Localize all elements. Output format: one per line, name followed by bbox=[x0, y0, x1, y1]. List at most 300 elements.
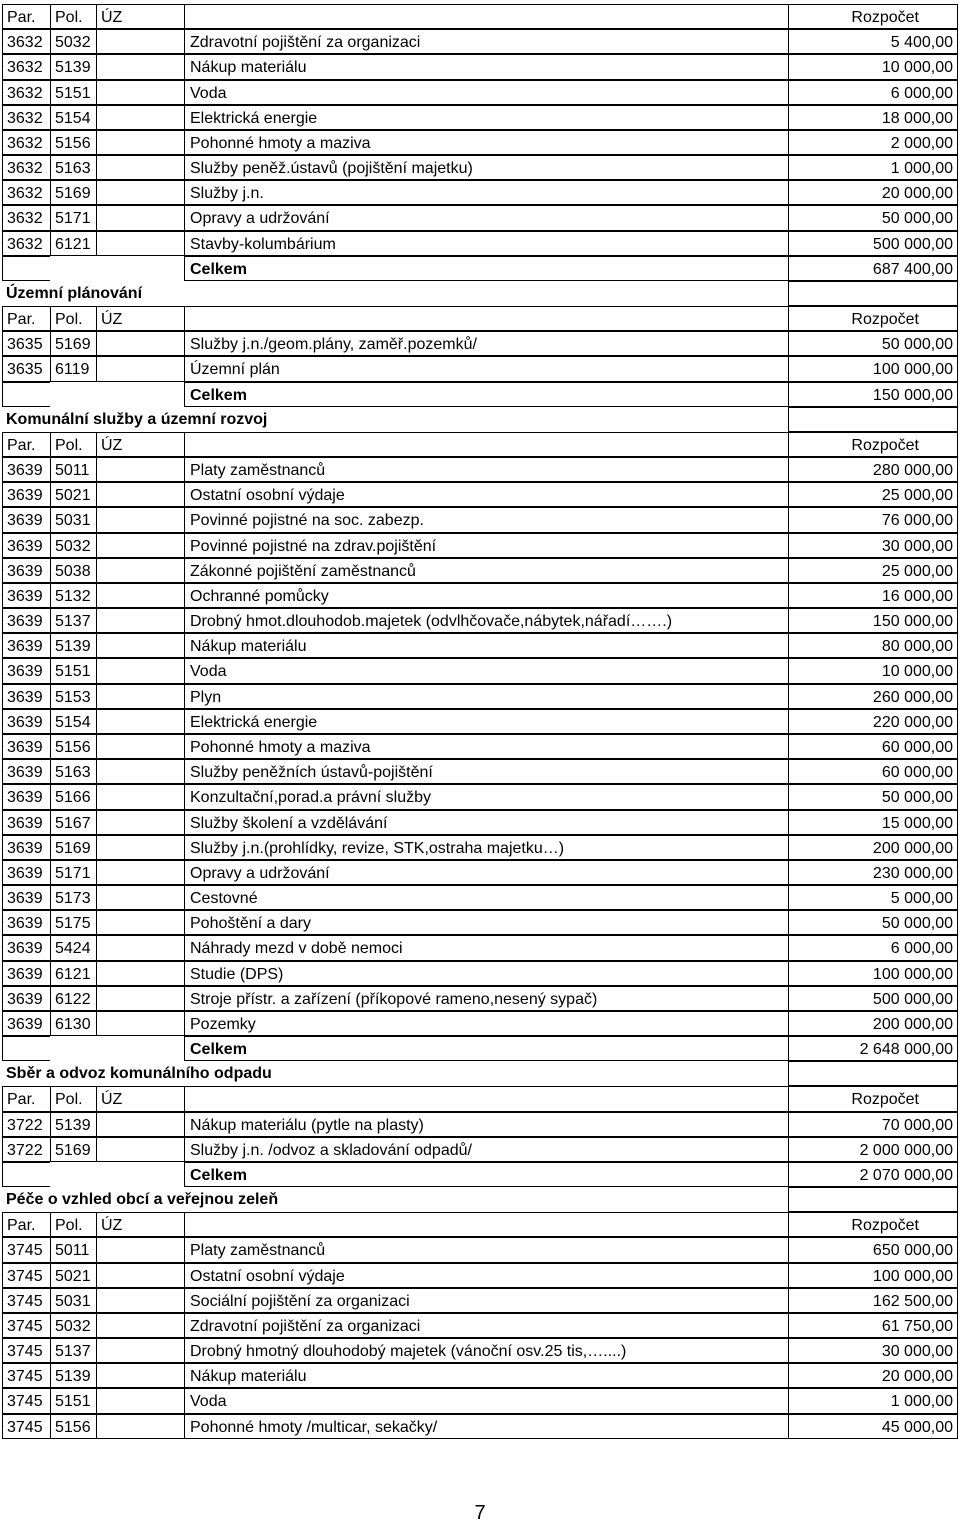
table-row bbox=[2, 885, 958, 910]
total-spacer bbox=[2, 382, 50, 407]
item-amount: 80 000,00 bbox=[788, 633, 958, 658]
paragraph-code: 3639 bbox=[2, 583, 50, 608]
table-row bbox=[2, 608, 958, 633]
item-code: 5139 bbox=[50, 633, 96, 658]
uz-code bbox=[96, 1263, 184, 1288]
item-code: 5137 bbox=[50, 1338, 96, 1363]
total-label: Celkem bbox=[184, 1036, 788, 1061]
paragraph-code: 3632 bbox=[2, 54, 50, 79]
header-uz: ÚZ bbox=[96, 4, 184, 29]
item-amount: 1 000,00 bbox=[788, 155, 958, 180]
table-row bbox=[2, 558, 958, 583]
uz-code bbox=[96, 608, 184, 633]
item-code: 5031 bbox=[50, 1288, 96, 1313]
table-row bbox=[2, 205, 958, 230]
item-description: Nákup materiálu bbox=[184, 1363, 788, 1388]
total-spacer bbox=[50, 382, 96, 407]
paragraph-code: 3639 bbox=[2, 935, 50, 960]
total-row bbox=[2, 1036, 958, 1061]
item-description: Platy zaměstnanců bbox=[184, 1237, 788, 1262]
paragraph-code: 3745 bbox=[2, 1338, 50, 1363]
uz-code bbox=[96, 1011, 184, 1036]
item-amount: 50 000,00 bbox=[788, 784, 958, 809]
table-row bbox=[2, 935, 958, 960]
item-description: Nákup materiálu (pytle na plasty) bbox=[184, 1112, 788, 1137]
item-code: 5163 bbox=[50, 155, 96, 180]
uz-code bbox=[96, 507, 184, 532]
item-description: Pohoštění a dary bbox=[184, 910, 788, 935]
item-amount: 100 000,00 bbox=[788, 356, 958, 381]
paragraph-code: 3745 bbox=[2, 1414, 50, 1439]
header-text bbox=[184, 4, 788, 29]
item-code: 6119 bbox=[50, 356, 96, 381]
item-description: Elektrická energie bbox=[184, 709, 788, 734]
item-amount: 5 400,00 bbox=[788, 29, 958, 54]
header-budget: Rozpočet bbox=[788, 432, 958, 457]
paragraph-code: 3639 bbox=[2, 910, 50, 935]
item-amount: 650 000,00 bbox=[788, 1237, 958, 1262]
table-row bbox=[2, 860, 958, 885]
item-description: Ostatní osobní výdaje bbox=[184, 1263, 788, 1288]
item-description: Cestovné bbox=[184, 885, 788, 910]
item-code: 5175 bbox=[50, 910, 96, 935]
item-code: 5151 bbox=[50, 80, 96, 105]
table-row bbox=[2, 684, 958, 709]
table-row bbox=[2, 759, 958, 784]
table-row bbox=[2, 533, 958, 558]
paragraph-code: 3639 bbox=[2, 734, 50, 759]
total-label: Celkem bbox=[184, 382, 788, 407]
item-description: Elektrická energie bbox=[184, 105, 788, 130]
header-par: Par. bbox=[2, 1086, 50, 1111]
paragraph-code: 3745 bbox=[2, 1237, 50, 1262]
item-amount: 25 000,00 bbox=[788, 482, 958, 507]
paragraph-code: 3639 bbox=[2, 457, 50, 482]
total-row bbox=[2, 256, 958, 281]
total-spacer bbox=[50, 256, 96, 281]
item-description: Nákup materiálu bbox=[184, 54, 788, 79]
item-description: Služby školení a vzdělávání bbox=[184, 810, 788, 835]
item-code: 6121 bbox=[50, 961, 96, 986]
table-row bbox=[2, 810, 958, 835]
table-row bbox=[2, 734, 958, 759]
paragraph-code: 3745 bbox=[2, 1313, 50, 1338]
item-description: Opravy a udržování bbox=[184, 860, 788, 885]
item-description: Plyn bbox=[184, 684, 788, 709]
header-budget: Rozpočet bbox=[788, 306, 958, 331]
section-title-row bbox=[2, 407, 958, 432]
item-description: Konzultační,porad.a právní služby bbox=[184, 784, 788, 809]
paragraph-code: 3635 bbox=[2, 331, 50, 356]
item-description: Služby j.n. /odvoz a skladování odpadů/ bbox=[184, 1137, 788, 1162]
total-row bbox=[2, 382, 958, 407]
table-row bbox=[2, 105, 958, 130]
section-title-row bbox=[2, 281, 958, 306]
uz-code bbox=[96, 986, 184, 1011]
paragraph-code: 3639 bbox=[2, 558, 50, 583]
table-row bbox=[2, 1237, 958, 1262]
uz-code bbox=[96, 130, 184, 155]
paragraph-code: 3722 bbox=[2, 1137, 50, 1162]
uz-code bbox=[96, 734, 184, 759]
table-row bbox=[2, 1288, 958, 1313]
section-title-spacer bbox=[788, 1061, 958, 1086]
item-code: 5169 bbox=[50, 180, 96, 205]
item-description: Ostatní osobní výdaje bbox=[184, 482, 788, 507]
total-spacer bbox=[96, 382, 184, 407]
uz-code bbox=[96, 1313, 184, 1338]
uz-code bbox=[96, 1288, 184, 1313]
uz-code bbox=[96, 658, 184, 683]
section-title-spacer bbox=[788, 281, 958, 306]
paragraph-code: 3745 bbox=[2, 1388, 50, 1413]
header-uz: ÚZ bbox=[96, 1086, 184, 1111]
table-row bbox=[2, 457, 958, 482]
total-spacer bbox=[2, 1036, 50, 1061]
item-amount: 45 000,00 bbox=[788, 1414, 958, 1439]
paragraph-code: 3639 bbox=[2, 759, 50, 784]
uz-code bbox=[96, 709, 184, 734]
item-description: Služby peněžních ústavů-pojištění bbox=[184, 759, 788, 784]
table-row bbox=[2, 1338, 958, 1363]
item-description: Voda bbox=[184, 658, 788, 683]
header-budget: Rozpočet bbox=[788, 1212, 958, 1237]
uz-code bbox=[96, 80, 184, 105]
item-code: 5032 bbox=[50, 29, 96, 54]
item-description: Pozemky bbox=[184, 1011, 788, 1036]
total-amount: 2 070 000,00 bbox=[788, 1162, 958, 1187]
paragraph-code: 3632 bbox=[2, 29, 50, 54]
item-description: Ochranné pomůcky bbox=[184, 583, 788, 608]
item-amount: 220 000,00 bbox=[788, 709, 958, 734]
item-code: 5132 bbox=[50, 583, 96, 608]
item-amount: 30 000,00 bbox=[788, 1338, 958, 1363]
item-amount: 10 000,00 bbox=[788, 658, 958, 683]
budget-table bbox=[2, 4, 958, 1439]
header-uz: ÚZ bbox=[96, 306, 184, 331]
item-description: Zdravotní pojištění za organizaci bbox=[184, 1313, 788, 1338]
table-row bbox=[2, 835, 958, 860]
table-row bbox=[2, 709, 958, 734]
paragraph-code: 3639 bbox=[2, 533, 50, 558]
paragraph-code: 3632 bbox=[2, 80, 50, 105]
table-row bbox=[2, 130, 958, 155]
item-amount: 18 000,00 bbox=[788, 105, 958, 130]
table-row bbox=[2, 1137, 958, 1162]
total-label: Celkem bbox=[184, 256, 788, 281]
item-description: Drobný hmotný dlouhodobý majetek (vánoční osv.25 tis,…....) bbox=[184, 1338, 788, 1363]
paragraph-code: 3639 bbox=[2, 684, 50, 709]
item-amount: 30 000,00 bbox=[788, 533, 958, 558]
item-code: 5139 bbox=[50, 54, 96, 79]
item-amount: 100 000,00 bbox=[788, 961, 958, 986]
item-description: Sociální pojištění za organizaci bbox=[184, 1288, 788, 1313]
item-amount: 61 750,00 bbox=[788, 1313, 958, 1338]
header-row bbox=[2, 306, 958, 331]
item-description: Služby j.n./geom.plány, zaměř.pozemků/ bbox=[184, 331, 788, 356]
total-row bbox=[2, 1162, 958, 1187]
item-amount: 200 000,00 bbox=[788, 1011, 958, 1036]
paragraph-code: 3639 bbox=[2, 784, 50, 809]
total-label: Celkem bbox=[184, 1162, 788, 1187]
table-row bbox=[2, 331, 958, 356]
uz-code bbox=[96, 885, 184, 910]
total-spacer bbox=[50, 1036, 96, 1061]
uz-code bbox=[96, 835, 184, 860]
table-row bbox=[2, 1263, 958, 1288]
table-row bbox=[2, 155, 958, 180]
uz-code bbox=[96, 1363, 184, 1388]
item-description: Územní plán bbox=[184, 356, 788, 381]
item-amount: 150 000,00 bbox=[788, 608, 958, 633]
header-text bbox=[184, 306, 788, 331]
item-amount: 50 000,00 bbox=[788, 205, 958, 230]
paragraph-code: 3635 bbox=[2, 356, 50, 381]
uz-code bbox=[96, 961, 184, 986]
uz-code bbox=[96, 1237, 184, 1262]
uz-code bbox=[96, 1388, 184, 1413]
item-code: 5166 bbox=[50, 784, 96, 809]
item-code: 5156 bbox=[50, 734, 96, 759]
item-code: 5151 bbox=[50, 658, 96, 683]
uz-code bbox=[96, 583, 184, 608]
header-uz: ÚZ bbox=[96, 432, 184, 457]
item-code: 5139 bbox=[50, 1112, 96, 1137]
header-text bbox=[184, 432, 788, 457]
item-code: 5011 bbox=[50, 1237, 96, 1262]
item-description: Náhrady mezd v době nemoci bbox=[184, 935, 788, 960]
uz-code bbox=[96, 860, 184, 885]
uz-code bbox=[96, 54, 184, 79]
paragraph-code: 3639 bbox=[2, 860, 50, 885]
paragraph-code: 3639 bbox=[2, 835, 50, 860]
item-code: 5032 bbox=[50, 533, 96, 558]
item-description: Platy zaměstnanců bbox=[184, 457, 788, 482]
item-amount: 1 000,00 bbox=[788, 1388, 958, 1413]
uz-code bbox=[96, 180, 184, 205]
section-title: Sběr a odvoz komunálního odpadu bbox=[6, 1065, 272, 1083]
item-code: 5171 bbox=[50, 860, 96, 885]
total-spacer bbox=[50, 1162, 96, 1187]
table-row bbox=[2, 80, 958, 105]
header-pol: Pol. bbox=[50, 4, 96, 29]
uz-code bbox=[96, 759, 184, 784]
paragraph-code: 3639 bbox=[2, 810, 50, 835]
item-amount: 2 000,00 bbox=[788, 130, 958, 155]
item-amount: 10 000,00 bbox=[788, 54, 958, 79]
item-amount: 50 000,00 bbox=[788, 910, 958, 935]
paragraph-code: 3639 bbox=[2, 507, 50, 532]
item-description: Zdravotní pojištění za organizaci bbox=[184, 29, 788, 54]
item-code: 5156 bbox=[50, 1414, 96, 1439]
item-description: Voda bbox=[184, 1388, 788, 1413]
table-row bbox=[2, 784, 958, 809]
item-amount: 70 000,00 bbox=[788, 1112, 958, 1137]
section-title-row bbox=[2, 1187, 958, 1212]
uz-code bbox=[96, 910, 184, 935]
total-spacer bbox=[96, 256, 184, 281]
uz-code bbox=[96, 155, 184, 180]
uz-code bbox=[96, 1137, 184, 1162]
paragraph-code: 3745 bbox=[2, 1288, 50, 1313]
paragraph-code: 3745 bbox=[2, 1363, 50, 1388]
item-description: Drobný hmot.dlouhodob.majetek (odvlhčovače,nábytek,nářadí…….) bbox=[184, 608, 788, 633]
item-code: 5169 bbox=[50, 331, 96, 356]
section-title-spacer bbox=[788, 1187, 958, 1212]
table-row bbox=[2, 910, 958, 935]
item-description: Povinné pojistné na zdrav.pojištění bbox=[184, 533, 788, 558]
item-description: Stroje přístr. a zařízení (příkopové rameno,nesený sypač) bbox=[184, 986, 788, 1011]
item-code: 5151 bbox=[50, 1388, 96, 1413]
table-row bbox=[2, 583, 958, 608]
item-code: 5156 bbox=[50, 130, 96, 155]
header-uz: ÚZ bbox=[96, 1212, 184, 1237]
uz-code bbox=[96, 105, 184, 130]
header-budget: Rozpočet bbox=[788, 4, 958, 29]
item-code: 5153 bbox=[50, 684, 96, 709]
item-code: 5032 bbox=[50, 1313, 96, 1338]
total-spacer bbox=[2, 256, 50, 281]
header-pol: Pol. bbox=[50, 1086, 96, 1111]
item-amount: 500 000,00 bbox=[788, 231, 958, 256]
item-description: Služby j.n.(prohlídky, revize, STK,ostraha majetku…) bbox=[184, 835, 788, 860]
item-code: 5139 bbox=[50, 1363, 96, 1388]
paragraph-code: 3632 bbox=[2, 130, 50, 155]
total-amount: 150 000,00 bbox=[788, 382, 958, 407]
paragraph-code: 3632 bbox=[2, 155, 50, 180]
item-amount: 60 000,00 bbox=[788, 734, 958, 759]
item-code: 5154 bbox=[50, 709, 96, 734]
paragraph-code: 3632 bbox=[2, 231, 50, 256]
page-number: 7 bbox=[474, 1502, 486, 1524]
uz-code bbox=[96, 1414, 184, 1439]
item-amount: 162 500,00 bbox=[788, 1288, 958, 1313]
item-description: Pohonné hmoty /multicar, sekačky/ bbox=[184, 1414, 788, 1439]
item-amount: 15 000,00 bbox=[788, 810, 958, 835]
table-row bbox=[2, 356, 958, 381]
table-row bbox=[2, 1313, 958, 1338]
item-code: 5137 bbox=[50, 608, 96, 633]
item-code: 5167 bbox=[50, 810, 96, 835]
header-pol: Pol. bbox=[50, 306, 96, 331]
paragraph-code: 3639 bbox=[2, 482, 50, 507]
item-description: Opravy a udržování bbox=[184, 205, 788, 230]
table-row bbox=[2, 231, 958, 256]
header-par: Par. bbox=[2, 432, 50, 457]
total-spacer bbox=[96, 1036, 184, 1061]
paragraph-code: 3632 bbox=[2, 180, 50, 205]
header-pol: Pol. bbox=[50, 432, 96, 457]
item-amount: 6 000,00 bbox=[788, 935, 958, 960]
paragraph-code: 3639 bbox=[2, 608, 50, 633]
table-row bbox=[2, 986, 958, 1011]
item-code: 5154 bbox=[50, 105, 96, 130]
item-description: Studie (DPS) bbox=[184, 961, 788, 986]
paragraph-code: 3722 bbox=[2, 1112, 50, 1137]
paragraph-code: 3639 bbox=[2, 961, 50, 986]
item-amount: 16 000,00 bbox=[788, 583, 958, 608]
table-row bbox=[2, 482, 958, 507]
header-row bbox=[2, 1212, 958, 1237]
item-description: Pohonné hmoty a maziva bbox=[184, 130, 788, 155]
table-row bbox=[2, 961, 958, 986]
item-description: Zákonné pojištění zaměstnanců bbox=[184, 558, 788, 583]
item-amount: 230 000,00 bbox=[788, 860, 958, 885]
total-amount: 687 400,00 bbox=[788, 256, 958, 281]
item-amount: 2 000 000,00 bbox=[788, 1137, 958, 1162]
item-code: 5171 bbox=[50, 205, 96, 230]
header-par: Par. bbox=[2, 1212, 50, 1237]
paragraph-code: 3639 bbox=[2, 885, 50, 910]
header-par: Par. bbox=[2, 306, 50, 331]
uz-code bbox=[96, 231, 184, 256]
header-row bbox=[2, 4, 958, 29]
item-amount: 25 000,00 bbox=[788, 558, 958, 583]
uz-code bbox=[96, 1338, 184, 1363]
uz-code bbox=[96, 533, 184, 558]
header-row bbox=[2, 1086, 958, 1111]
header-text bbox=[184, 1212, 788, 1237]
header-pol: Pol. bbox=[50, 1212, 96, 1237]
total-spacer bbox=[2, 1162, 50, 1187]
section-title: Územní plánování bbox=[6, 284, 143, 302]
table-row bbox=[2, 54, 958, 79]
table-row bbox=[2, 1011, 958, 1036]
item-description: Služby peněž.ústavů (pojištění majetku) bbox=[184, 155, 788, 180]
item-code: 5021 bbox=[50, 482, 96, 507]
table-row bbox=[2, 180, 958, 205]
uz-code bbox=[96, 457, 184, 482]
table-row bbox=[2, 29, 958, 54]
item-code: 5011 bbox=[50, 457, 96, 482]
section-title-row bbox=[2, 1061, 958, 1086]
item-amount: 280 000,00 bbox=[788, 457, 958, 482]
header-par: Par. bbox=[2, 4, 50, 29]
total-spacer bbox=[96, 1162, 184, 1187]
uz-code bbox=[96, 810, 184, 835]
item-code: 5021 bbox=[50, 1263, 96, 1288]
header-text bbox=[184, 1086, 788, 1111]
section-title: Péče o vzhled obcí a veřejnou zeleň bbox=[6, 1191, 279, 1209]
item-amount: 260 000,00 bbox=[788, 684, 958, 709]
item-code: 5169 bbox=[50, 1137, 96, 1162]
table-row bbox=[2, 1112, 958, 1137]
paragraph-code: 3745 bbox=[2, 1263, 50, 1288]
item-description: Povinné pojistné na soc. zabezp. bbox=[184, 507, 788, 532]
uz-code bbox=[96, 205, 184, 230]
table-row bbox=[2, 1388, 958, 1413]
paragraph-code: 3639 bbox=[2, 1011, 50, 1036]
item-amount: 20 000,00 bbox=[788, 180, 958, 205]
uz-code bbox=[96, 558, 184, 583]
header-budget: Rozpočet bbox=[788, 1086, 958, 1111]
item-description: Voda bbox=[184, 80, 788, 105]
item-description: Služby j.n. bbox=[184, 180, 788, 205]
uz-code bbox=[96, 1112, 184, 1137]
item-amount: 200 000,00 bbox=[788, 835, 958, 860]
item-description: Stavby-kolumbárium bbox=[184, 231, 788, 256]
table-row bbox=[2, 1363, 958, 1388]
item-amount: 60 000,00 bbox=[788, 759, 958, 784]
item-code: 5173 bbox=[50, 885, 96, 910]
item-amount: 6 000,00 bbox=[788, 80, 958, 105]
item-code: 6130 bbox=[50, 1011, 96, 1036]
item-description: Nákup materiálu bbox=[184, 633, 788, 658]
uz-code bbox=[96, 633, 184, 658]
paragraph-code: 3639 bbox=[2, 658, 50, 683]
table-row bbox=[2, 1414, 958, 1439]
item-code: 5031 bbox=[50, 507, 96, 532]
